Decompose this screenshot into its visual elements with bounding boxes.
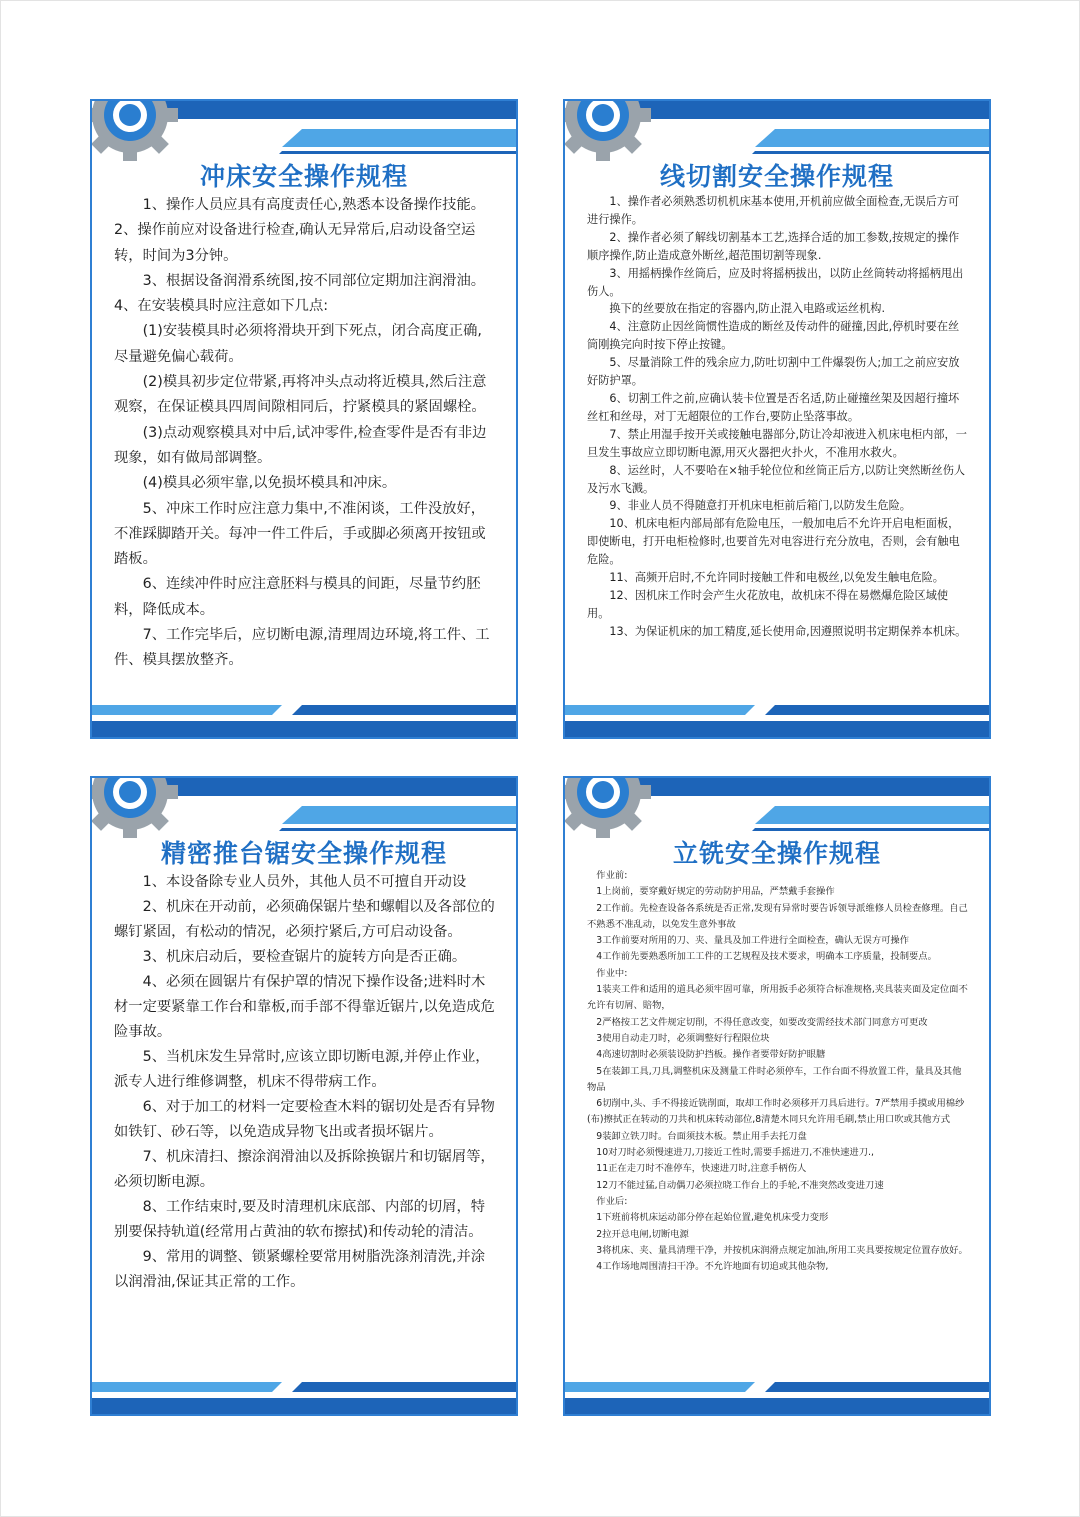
header-decoration xyxy=(565,101,989,161)
panel-title: 立铣安全操作规程 xyxy=(672,839,881,868)
rule-text: 3、机床启动后，要检查锯片的旋转方向是否正确。 xyxy=(142,949,467,965)
rule-text: 5、当机床发生异常时,应该立即切断电源,并停止作业，派专人进行维修调整，机床不得带病工作。 xyxy=(114,1049,490,1090)
panel-body xyxy=(114,870,496,1295)
rule-text: 7、工作完毕后，应切断电源,清理周边环境,将工件、工件、模具摆放整齐。 xyxy=(114,627,490,669)
rule-text: (4)模具必须牢靠,以免损坏模具和冲床。 xyxy=(142,475,397,492)
rule-text: 4高速切割时必须装设防护挡板。操作者要带好防护眼膅 xyxy=(596,1049,826,1061)
rule-text: 1、操作者必须熟悉切机机床基本使用,开机前应做全面检查,无误后方可进行操作。 xyxy=(587,195,960,226)
panel-title: 冲床安全操作规程 xyxy=(199,162,408,191)
rule-text: 10对刀时必须慢速进刀,刀接近工性时,需要手摇进刀,不准快速进刀., xyxy=(596,1147,874,1159)
rule-text: 4工作前先要熟悉所加工工件的工艺规程及技术要求，明确本工序质量，投制要点。 xyxy=(596,951,937,963)
rule-text: 6、连续冲件时应注意胚料与模具的间距，尽量节约胚料，降低成本。 xyxy=(114,576,481,618)
rule-text: (2)模具初步定位带紧,再将冲头点动将近模具,然后注意观察，在保证模具四周间隙相同后，拧紧模具的紧固螺栓。 xyxy=(114,374,487,416)
section-heading: 作业中: xyxy=(596,967,628,979)
header-decoration xyxy=(92,778,516,838)
rule-text: 8、运丝时，人不要哈在×轴手轮位位和丝筒正后方,以防让突然断丝伤人及污水飞溅。 xyxy=(587,463,966,495)
rule-text: 3、根据设备润滑系统图,按不同部位定期加注润滑油。4、在安装模具时应注意如下几点: xyxy=(114,272,486,315)
gear-icon xyxy=(565,778,651,838)
rule-text: 3使用自动走刀时，必须调整好行程限位块 xyxy=(596,1032,770,1044)
rule-text: 4工作场地周围清扫干净。不允许地面有切追或其他杂物, xyxy=(596,1261,829,1273)
rule-text: 9、非业人员不得随意打开机床电柜前后箱门,以防发生危险。 xyxy=(609,499,911,513)
gear-icon xyxy=(92,778,178,838)
rule-text: 3、用摇柄操作丝筒后，应及时将摇柄拔出，以防止丝筒转动将摇柄甩出伤人。 xyxy=(587,266,964,298)
rule-text: 2、机床在开动前，必须确保锯片垫和螺帽以及各部位的螺钉紧固，有松动的情况，必须拧紧后,方可启动设备。 xyxy=(114,899,495,940)
rule-text: 换下的丝要放在指定的容器内,防止混入电路或运丝机构. xyxy=(609,302,886,316)
panel-body xyxy=(114,193,496,674)
rule-text: 1下班前将机床运动部分停在起始位置,避免机床受力变形 xyxy=(596,1212,829,1224)
rule-text: 4、注意防止因丝筒惯性造成的断丝及传动件的碰撞,因此,停机时要在丝筒刚换完向时按下停止按键。 xyxy=(587,320,960,352)
rule-text: 11、高频开启时,不允许同时接触工件和电极丝,以免发生触电危险。 xyxy=(609,571,944,585)
rule-text: 6切削中,头、手不得接近铣削面，取却工作时必须移开刀具后进行。7严禁用手摸或用棉纱(布)擦拭正在转动的刀共和机床转动部位,8清楚木同只允许用毛刷,禁止用口吹或其他方式 xyxy=(587,1098,965,1126)
footer-decoration xyxy=(565,1374,989,1414)
rule-text: 10、机床电柜内部局部有危险电压，一般加电后不允许开启电柜面板，即使断电，打开电柜检修时,也要首先对电容进行充分放电，否则，会有触电危险。 xyxy=(587,517,960,567)
rule-text: (3)点动观察模具对中后,试冲零件,检查零件是否有非边现象，如有做局部调整。 xyxy=(114,424,487,466)
header-decoration xyxy=(92,101,516,161)
rule-text: 12、因机床工作时会产生火花放电，故机床不得在易燃爆危险区域使用。 xyxy=(587,588,949,620)
rule-text: 1、本设备除专业人员外，其他人员不可擅自开动设 xyxy=(142,874,467,890)
sign-panel-punch-press xyxy=(90,99,518,739)
panel-body xyxy=(587,868,969,1275)
section-heading: 作业前: xyxy=(596,870,628,881)
rule-text: 6、切割工件之前,应确认装卡位置是否名适,防止碰撞丝架及因超行撞坏丝杠和丝母，对丁无超限位的工作台,要防止坠落事故。 xyxy=(587,391,960,423)
rule-text: 3工作前要对所用的刀、夹、量具及加工件进行全面检查，确认无误方可操作 xyxy=(596,935,910,947)
gear-icon xyxy=(92,101,178,161)
rule-text: (1)安装模具时必须将滑块开到下死点，闭合高度正确,尽量避免偏心载荷。 xyxy=(114,323,482,365)
header-decoration xyxy=(565,778,989,838)
sign-panel-wire-cutting xyxy=(563,99,991,739)
rule-text: 6、对于加工的材料一定要检查木料的锯切处是否有异物如铁钉、砂石等，以免造成异物飞出或者损坏锯片。 xyxy=(114,1099,495,1140)
footer-decoration xyxy=(92,697,516,737)
rule-text: 7、机床清扫、擦涂润滑油以及拆除换锯片和切锯屑等，必须切断电源。 xyxy=(114,1149,495,1190)
rule-text: 4、必须在圆锯片有保护罩的情况下操作设备;进料时木材一定要紧靠工作台和靠板,而手部不得靠近锯片,以免造成危险事故。 xyxy=(114,974,495,1040)
rule-text: 13、为保证机床的加工精度,延长使用命,因遵照说明书定期保养本机床。 xyxy=(609,624,967,638)
sign-panel-sliding-table-saw xyxy=(90,776,518,1416)
sign-panel-vertical-mill xyxy=(563,776,991,1416)
rule-text: 8、工作结束时,要及时清理机床底部、内部的切屑，特别要保持轨道(经常用占黄油的软布擦拭)和传动轮的清洁。 xyxy=(114,1199,486,1240)
gear-icon xyxy=(565,101,651,161)
footer-decoration xyxy=(565,697,989,737)
rule-text: 7、禁止用湿手按开关或接触电器部分,防让冷却液进入机床电柜内部，一旦发生事故应立即切断电源,用灭火器把火扑火，不准用水救火。 xyxy=(587,427,967,459)
panel-title: 精密推台锯安全操作规程 xyxy=(160,839,447,868)
rule-text: 5、尽量消除工件的残余应力,防吐切割中工件爆裂伤人;加工之前应安放好防护罩。 xyxy=(587,356,960,388)
rule-text: 1上岗前，要穿戴好规定的劳动防护用品，严禁戴手套操作 xyxy=(596,886,835,898)
panel-body xyxy=(587,193,969,641)
footer-decoration xyxy=(92,1374,516,1414)
rule-text: 9、常用的调整、锁紧螺栓要常用树脂洗涤剂清洗,并涂以润滑油,保证其正常的工作。 xyxy=(114,1249,486,1290)
section-heading: 作业后: xyxy=(596,1195,628,1207)
rule-text: 2工作前。先检查设备各系统是否正常,发现有异常时要告诉领导派维修人员检查修理。自己不熟悉不准乱动，以免发生意外事故 xyxy=(587,902,968,930)
rule-text: 3将机床、夹、量具清理干净，并按机床润滑点规定加油,所用工夹具要按规定位置存放好。 xyxy=(596,1244,968,1256)
rule-text: 1、操作人员应具有高度责任心,熟悉本设备操作技能。2、操作前应对设备进行检查,确认无异常后,启动设备空运转，时间为3分钟。 xyxy=(114,197,486,264)
panel-title: 线切割安全操作规程 xyxy=(659,162,894,191)
rule-text: 2拉开总电闸,切断电源 xyxy=(596,1228,689,1240)
rule-text: 5、冲床工作时应注意力集中,不准闲谈，工件没放好，不准踩脚踏开关。每冲一件工件后，手或脚必须离开按钮或踏板。 xyxy=(114,500,486,568)
rule-text: 5在装卸工具,刀具,调整机床及测量工件时必须停车，工作台面不得放置工件，量具及其他物品 xyxy=(587,1065,962,1093)
rule-text: 1装夹工件和适用的道具必须牢固可靠，所用扳手必须符合标准规格,夹具装夹面及定位面不允许有切屑、賠物， xyxy=(587,984,968,1012)
rule-text: 2、操作者必须了解线切割基本工艺,选择合适的加工参数,按规定的操作顺序操作,防止造成意外断丝,超范围切割等现象. xyxy=(587,230,960,262)
rule-text: 12刀不能过猛,自动偶刀必须拉晓工作台上的手轮,不准突然改变进刀速 xyxy=(596,1179,884,1191)
rule-text: 2严格按工艺文件规定切削，不得任意改变，如要改变需经技术部门同意方可更改 xyxy=(596,1016,928,1028)
rule-text: 9装卸立铁刀时。台面须技木板。禁止用手去托刀盘 xyxy=(596,1130,807,1142)
rule-text: 11正在走刀时不准停车，快速进刀时,注意手柄伤人 xyxy=(596,1163,807,1175)
